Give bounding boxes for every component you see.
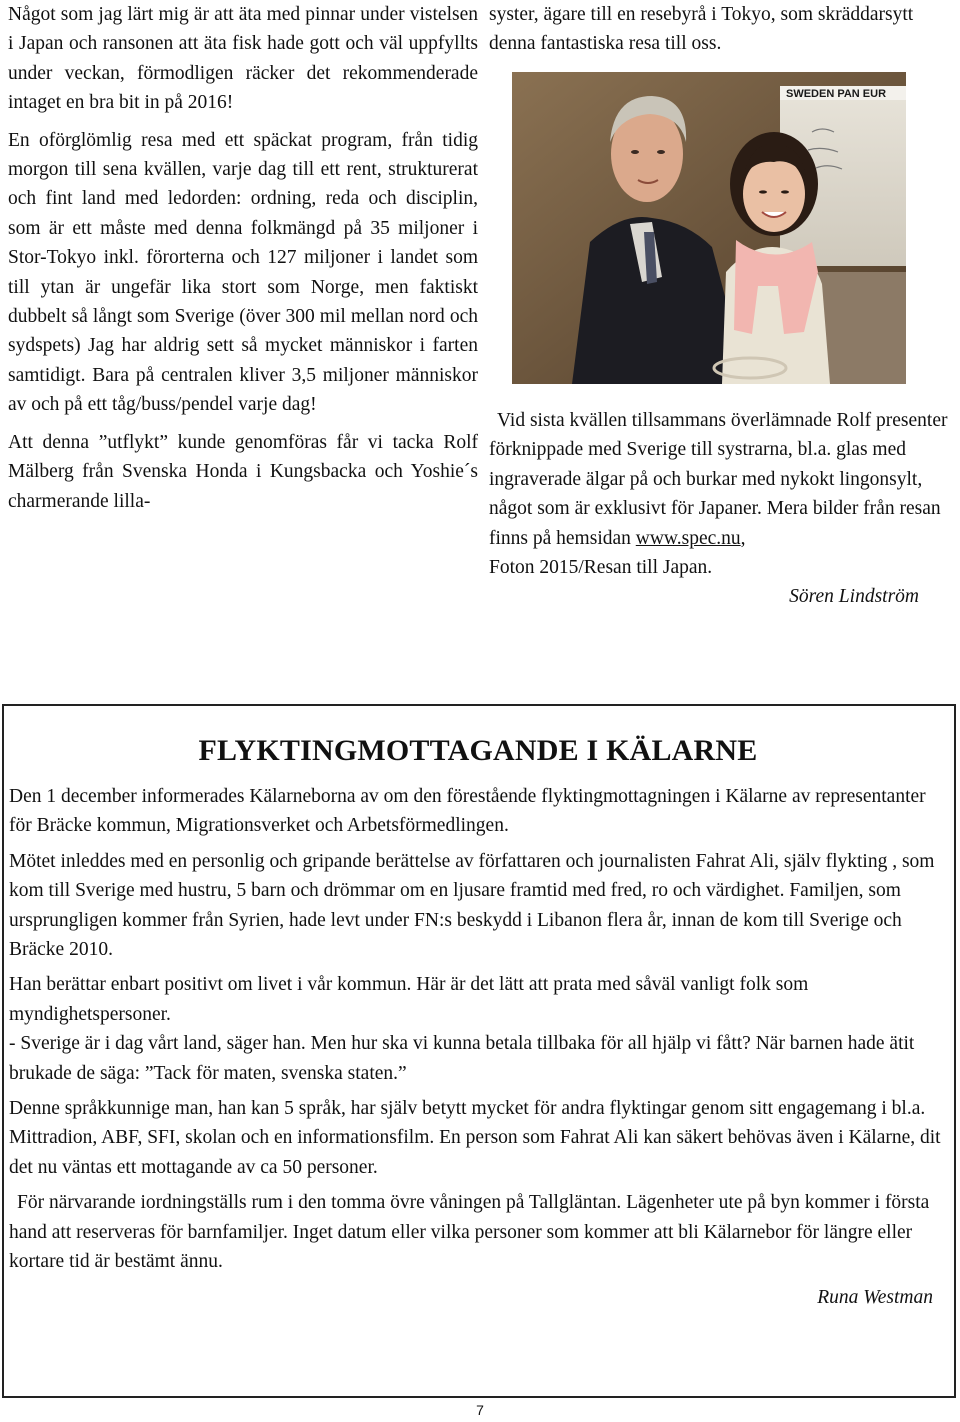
article-content bbox=[9, 706, 947, 1312]
photo-caption bbox=[489, 406, 959, 612]
website-link[interactable]: www.spec.nu bbox=[635, 527, 741, 549]
article-paragraph-2: Mötet inleddes med en personlig och gripande berättelse av författaren och journalisten Fahrat Ali, själv flykting , som kom till Sverige med hustru, 5 barn och drömmar om en ljusare framtid med fred, ro och värdighet. Familjen, som ursprungligen kommer från Syrien, hade levt under FN:s beskydd i Libanon flera år, innan de kom till Sverige och Bräcke 2010. bbox=[9, 850, 935, 961]
left-paragraph-1: Något som jag lärt mig är att äta med pinnar under vistelsen i Japan och ransonen att äta fisk hade gott och väl uppfyllts under veckan, förmodligen räcker det rekommenderade intaget en bra bit in på 2016! bbox=[8, 4, 478, 114]
left-column bbox=[8, 0, 478, 516]
article-paragraph-3a: Han berättar enbart positivt om livet i vår kommun. Här är det lätt att prata med såväl vanligt folk som myndighetspersoner. bbox=[9, 974, 809, 1025]
article-paragraph-1: Den 1 december informerades Kälarneborna av om den förestående flyktingmottagningen i Kälarne av representanter för Bräcke kommun, Migrationsverket och Arbetsförmedlingen. bbox=[9, 786, 926, 837]
caption-body: Vid sista kvällen tillsammans överlämnade Rolf presenter förknippade med Sverige till systrarna, bl.a. glas med ingraverade älgar på och burkar med nykokt lingonsylt, något som är exklusivt för Japaner. Mera bilder från resan finns på hemsidan bbox=[489, 410, 948, 549]
photo-illustration bbox=[512, 72, 906, 384]
article-box bbox=[2, 704, 956, 1398]
page-number: 7 bbox=[476, 1402, 484, 1418]
right-continuation: syster, ägare till en resebyrå i Tokyo, som skräddarsytt denna fantastiska resa till oss. bbox=[489, 4, 914, 55]
banner-text: SWEDEN PAN EUR bbox=[786, 88, 887, 100]
caption-text bbox=[489, 406, 959, 553]
caption-signature: Sören Lindström bbox=[789, 586, 919, 608]
article-title: FLYKTINGMOTTAGANDE I KÄLARNE bbox=[198, 734, 758, 767]
photo-credit: Foton 2015/Resan till Japan. bbox=[489, 557, 713, 579]
trip-photo bbox=[512, 72, 906, 384]
left-paragraph-2: En oförglömlig resa med ett späckat program, från tidig morgon till sena kvällen, varje dag till ett rent, strukturerat och fint land med ledorden: ordning, reda och disciplin, som är ett måste med denna folkmängd på 35 miljoner i Stor-Tokyo inkl. förorterna och 127 miljoner i landet som till ytan är ungefär lika stort som Norge, men faktiskt dubbelt så långt som Sverige (över 300 mil mellan nord och sydspets) Jag har aldrig sett så mycket människor i farten samtidigt. Bara på centralen kliver 3,5 miljoner människor av och på ett tåg/buss/pendel varje dag! bbox=[8, 129, 478, 416]
article-paragraph-4: Denne språkkunnige man, han kan 5 språk, har själv betytt mycket för andra flyktingar genom sitt engagemang i bl.a. Mittradion, ABF, SFI, skolan och en informationsfilm. En person som Fahrat Ali kan säkert behövas även i Kälarne, dit det nu väntas ett mottagande av ca 50 personer. bbox=[9, 1098, 941, 1178]
article-paragraph-5: För närvarande iordningställs rum i den tomma övre våningen på Tallgläntan. Lägenheter ute på byn kommer i första hand att reserveras för barnfamiljer. Inget datum eller vilka personer som kommer att bli Kälarnebor för längre eller kortare tid är bestämt ännu. bbox=[9, 1192, 930, 1273]
right-column bbox=[489, 0, 954, 59]
article-signature: Runa Westman bbox=[817, 1286, 933, 1308]
left-paragraph-3: Att denna ”utflykt” kunde genomföras får vi tacka Rolf Mälberg från Svenska Honda i Kungsbacka och Yoshie´s charmerande lilla- bbox=[8, 431, 478, 512]
article-paragraph-3b: - Sverige är i dag vårt land, säger han. Men hur ska vi kunna betala tillbaka för all hjälp vi fått? När barnen hade ätit brukade de säga: ”Tack för maten, svenska staten.” bbox=[9, 1033, 915, 1084]
caption-link-punct: , bbox=[740, 527, 746, 549]
